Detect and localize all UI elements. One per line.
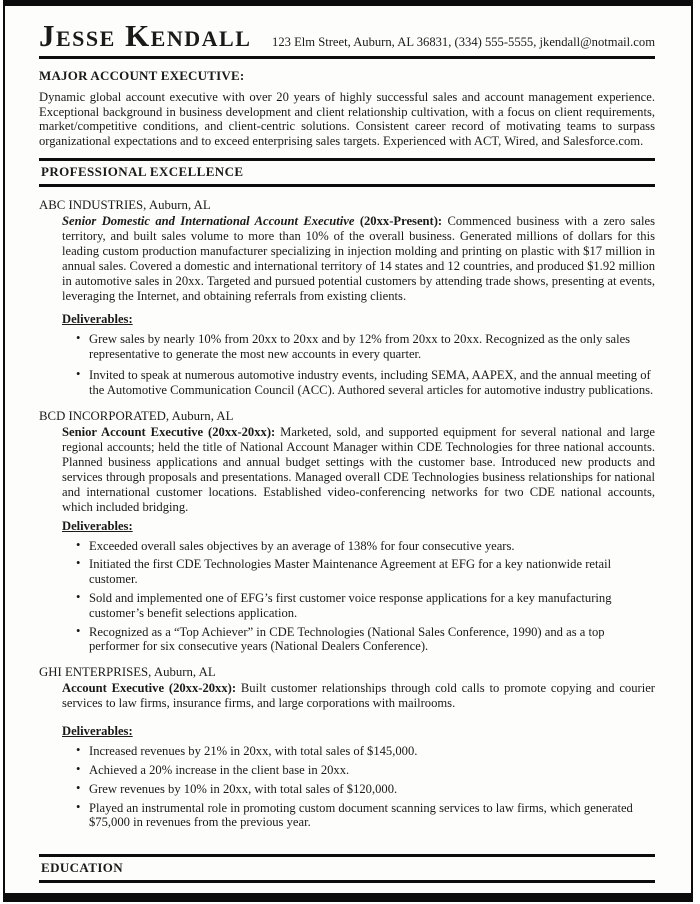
deliverables-list (39, 744, 655, 830)
section-title: PROFESSIONAL EXCELLENCE (41, 164, 244, 180)
deliverables-heading: Deliverables: (62, 724, 133, 739)
school-text: XYZ UNIVERSITY, Auburn, AL (479, 892, 655, 902)
job-description-paragraph (62, 681, 655, 711)
job-entry-ghi (39, 665, 655, 830)
job-title: Account Executive (62, 681, 165, 696)
deliverable-item: • Exceeded overall sales objectives by an average of 138% for four consecutive years. (76, 539, 655, 554)
deliverable-item: • Sold and implemented one of EFG’s first customer voice response applications for a key manufacturing customer’s benefit selections application. (76, 591, 655, 621)
job-dates: (20xx-20xx): (203, 424, 281, 439)
job-entry-abc (39, 198, 655, 397)
job-dates: (20xx-20xx): (164, 681, 241, 696)
section-title: EDUCATION (41, 860, 124, 876)
company-line: GHI ENTERPRISES, Auburn, AL (39, 665, 216, 680)
job-dates: (20xx-Present): (354, 214, 448, 229)
job-description-paragraph (62, 425, 655, 515)
company-line: BCD INCORPORATED, Auburn, AL (39, 408, 234, 423)
deliverable-item: • Recognized as a “Top Achiever” in CDE Technologies (National Sales Conference, 1990) and as a top performer for six consecutive years (National Dealers Conference). (76, 625, 655, 655)
section-professional-excellence (39, 158, 655, 187)
education-line (39, 892, 655, 902)
deliverable-item: • Played an instrumental role in promoting custom document scanning services to law firms, which generated $75,000 in revenues from the previous year. (76, 801, 655, 831)
deliverable-item: • Invited to speak at numerous automotive industry events, including SEMA, AAPEX, and the annual meeting of the Automotive Communication Council (ACC). Authored several articles for automotive industry publications. (76, 368, 655, 398)
deliverable-item: • Grew revenues by 10% in 20xx, with total sales of $120,000. (76, 782, 655, 797)
job-entry-bcd (39, 409, 655, 655)
job-description: Commenced business with a zero sales territory, and built sales volume to more than 10% of the overall business. Generated millions of dollars for this leading custom production manufacturer specializing in injection molding and printing on plastic with $17 million in annual sales. Covered a domestic and international territory of 14 states and 12 countries, and produced $1.92 million in automotive sales in 20xx. Targeted and pursued potential customers by attending trade shows, presenting at events, leveraging the Internet, and obtaining referrals from existing clients. (62, 214, 655, 304)
job-description: Marketed, sold, and supported equipment for several national and large regional accounts; held the title of National Account Manager within CDE Technologies for three national accounts. Planned business applications and annual budget settings with the customer base. Introduced new products and services through proposals and presentations. Managed overall CDE Technologies business relationships for national and international customer locations. Established video-conferencing networks for two CDE national accounts, which included bridging. (62, 424, 656, 514)
deliverables-list (39, 332, 655, 397)
objective-heading: MAJOR ACCOUNT EXECUTIVE: (39, 68, 245, 83)
deliverable-item: • Achieved a 20% increase in the client base in 20xx. (76, 763, 655, 778)
deliverables-heading: Deliverables: (62, 312, 133, 327)
section-education (39, 854, 655, 883)
masthead (39, 20, 655, 51)
scanned-resume-page (3, 0, 693, 902)
header-rule (39, 56, 655, 59)
summary-paragraph: Dynamic global account executive with over 20 years of highly successful sales and account management experience. Exceptional background in business development and client relationship cultivation, with a focus on client requirements, market/competitive conditions, and client-centric solutions. Consistent career record of motivating teams to surpass organizational expectations and to exceed enterprising sales targets. Experienced with ACT, Wired, and Salesforce.com. (39, 90, 655, 148)
deliverable-item: • Grew sales by nearly 10% from 20xx to 20xx and by 12% from 20xx to 20xx. Recognized as the only sales representative to generate the most new accounts in every quarter. (76, 332, 655, 362)
deliverables-list (39, 539, 655, 655)
contact-info: 123 Elm Street, Auburn, AL 36831, (334) 555-5555, jkendall@notmail.com (272, 35, 655, 49)
job-title: Senior Account Executive (62, 424, 204, 439)
job-description-paragraph (62, 214, 655, 304)
degree-text: Bachelor’s Degree, Business Administration, (237, 892, 480, 902)
job-title: Senior Domestic and International Account Executive (62, 214, 355, 229)
deliverable-item: • Initiated the first CDE Technologies Master Maintenance Agreement at EFG for a key nationwide retail customer. (76, 557, 655, 587)
deliverables-heading: Deliverables: (62, 518, 133, 533)
resume-name: Jesse Kendall (39, 18, 252, 53)
job-description: Built customer relationships through cold calls to promote copying and courier services to law firms, insurance firms, and large corporations with mailrooms. (62, 681, 655, 711)
company-line: ABC INDUSTRIES, Auburn, AL (39, 198, 211, 213)
deliverable-item: • Increased revenues by 21% in 20xx, with total sales of $145,000. (76, 744, 655, 759)
